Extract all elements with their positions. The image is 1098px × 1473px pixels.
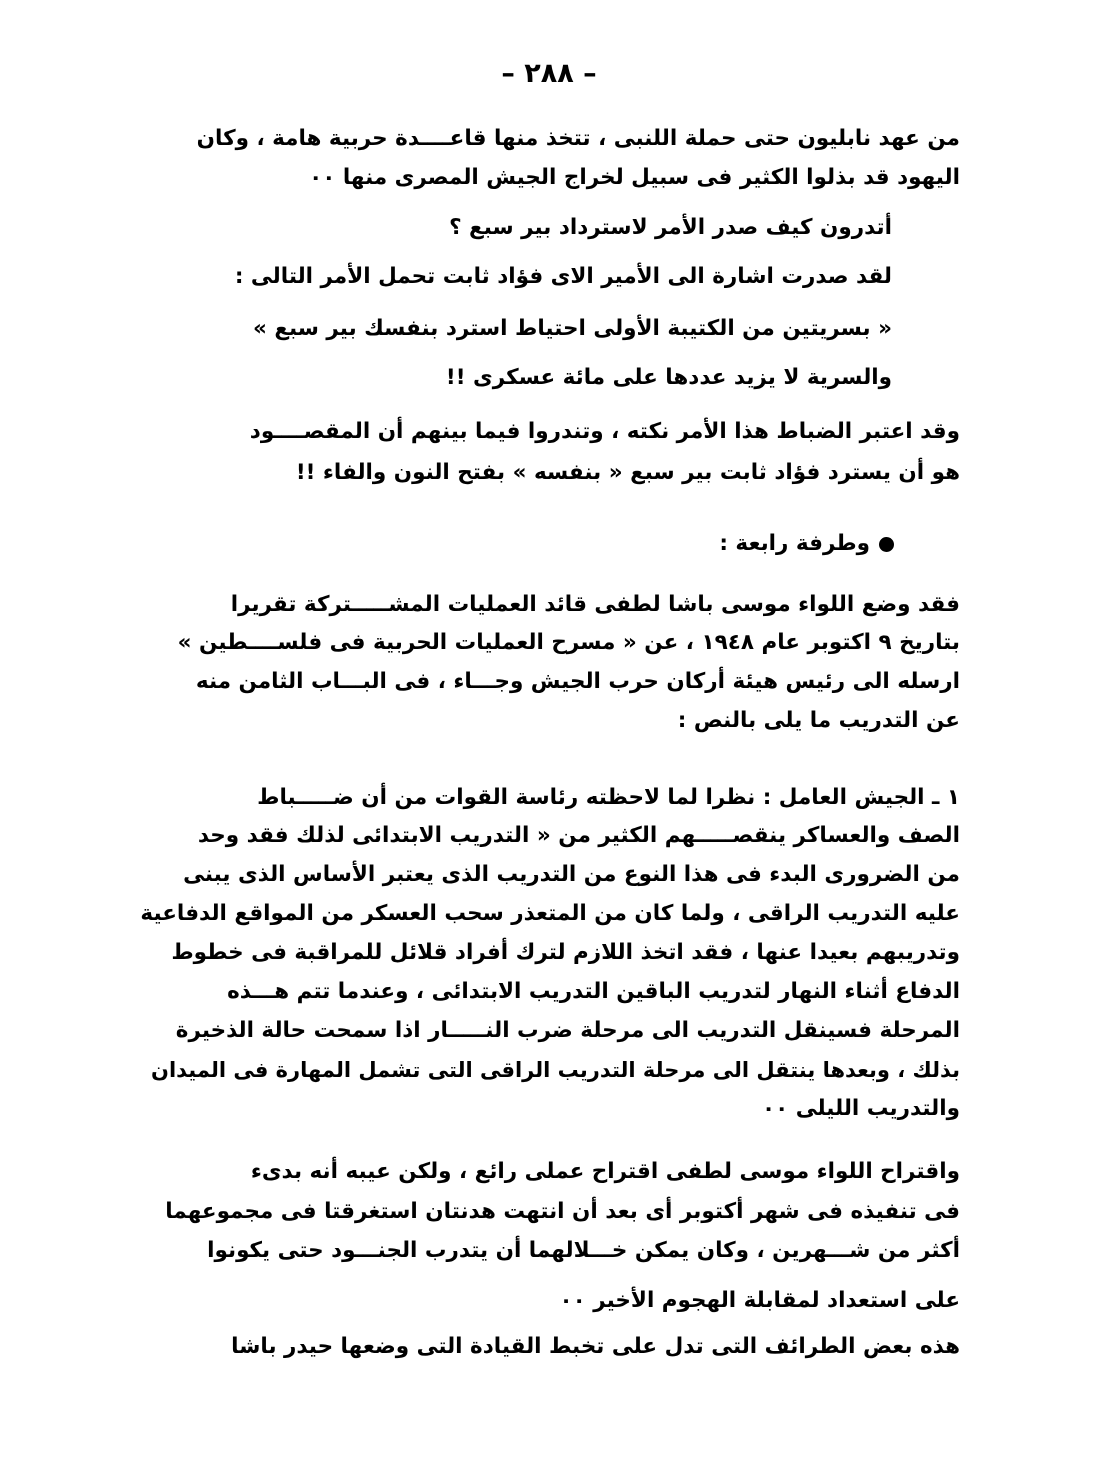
paragraph-9-line-3: أكثر من شـــهرين ، وكان يمكن خـــلالهما أن يتدرب الجنـــود حتى يكونوا <box>207 1238 960 1263</box>
paragraph-7-line-2: بتاريخ ٩ اكتوبر عام ١٩٤٨ ، عن « مسرح العمليات الحربية فى فلســــطين » <box>177 630 960 655</box>
paragraph-1-line-1: من عهد نابليون حتى حملة اللنبى ، تتخذ منها قاعــــدة حربية هامة ، وكان <box>196 126 960 151</box>
bullet-icon <box>879 537 894 552</box>
paragraph-9-line-2: فى تنفيذه فى شهر أكتوبر أى بعد أن انتهت هدنتان استغرقتا فى مجموعهما <box>165 1199 960 1224</box>
paragraph-8-line-2: الصف والعساكر ينقصـــــهم الكثير من « التدريب الابتدائى لذلك فقد وحد <box>197 823 960 848</box>
paragraph-8-line-7: المرحلة فسينقل التدريب الى مرحلة ضرب النـــــار اذا سمحت حالة الذخيرة <box>175 1018 960 1043</box>
paragraph-8-line-5: وتدريبهم بعيدا عنها ، فقد اتخذ اللازم لترك أفراد قلائل للمراقبة فى خطوط <box>171 940 960 965</box>
paragraph-9-line-1: واقتراح اللواء موسى لطفى اقتراح عملى رائع ، ولكن عيبه أنه بدىء <box>250 1159 960 1184</box>
section-heading <box>719 529 894 559</box>
quoted-order: « بسريتين من الكتيبة الأولى احتياط استرد بنفسك بير سبع » <box>252 316 892 341</box>
paragraph-8-line-6: الدفاع أثناء النهار لتدريب الباقين التدريب الابتدائى ، وعندما تتم هـــذه <box>227 979 960 1004</box>
paragraph-7-line-4: عن التدريب ما يلى بالنص : <box>677 708 960 733</box>
page-number: – ٢٨٨ – <box>501 58 597 89</box>
paragraph-3: لقد صدرت اشارة الى الأمير الاى فؤاد ثابت تحمل الأمر التالى : <box>234 264 892 289</box>
paragraph-2: أتدرون كيف صدر الأمر لاسترداد بير سبع ؟ <box>449 215 892 240</box>
paragraph-5: والسرية لا يزيد عددها على مائة عسكرى !! <box>445 365 892 390</box>
paragraph-8-line-8: بذلك ، وبعدها ينتقل الى مرحلة التدريب الراقى التى تشمل المهارة فى الميدان <box>151 1058 960 1082</box>
paragraph-8-line-3: من الضرورى البدء فى هذا النوع من التدريب الذى يعتبر الأساس الذى يبنى <box>183 862 960 887</box>
paragraph-8-line-9: والتدريب الليلى ٠٠ <box>762 1096 960 1121</box>
paragraph-7-line-3: ارسله الى رئيس هيئة أركان حرب الجيش وجـــاء ، فى البـــاب الثامن منه <box>195 669 960 694</box>
paragraph-10: هذه بعض الطرائف التى تدل على تخبط القيادة التى وضعها حيدر باشا <box>231 1334 960 1359</box>
paragraph-6-line-2: هو أن يسترد فؤاد ثابت بير سبع « بنفسه » بفتح النون والفاء !! <box>295 460 960 485</box>
paragraph-9-line-4: على استعداد لمقابلة الهجوم الأخير ٠٠ <box>559 1288 960 1313</box>
paragraph-7-line-1: فقد وضع اللواء موسى باشا لطفى قائد العمليات المشـــــتركة تقريرا <box>230 592 960 617</box>
paragraph-8-line-1: ١ ـ الجيش العامل : نظرا لما لاحظته رئاسة القوات من أن ضـــــباط <box>257 785 960 810</box>
section-heading-text: وطرفة رابعة : <box>719 531 870 556</box>
paragraph-8-line-4: عليه التدريب الراقى ، ولما كان من المتعذر سحب العسكر من المواقع الدفاعية <box>140 901 960 926</box>
paragraph-1-line-2: اليهود قد بذلوا الكثير فى سبيل لخراج الجيش المصرى منها ٠٠ <box>309 165 960 190</box>
paragraph-6-line-1: وقد اعتبر الضباط هذا الأمر نكته ، وتندروا فيما بينهم أن المقصــــود <box>249 419 960 444</box>
